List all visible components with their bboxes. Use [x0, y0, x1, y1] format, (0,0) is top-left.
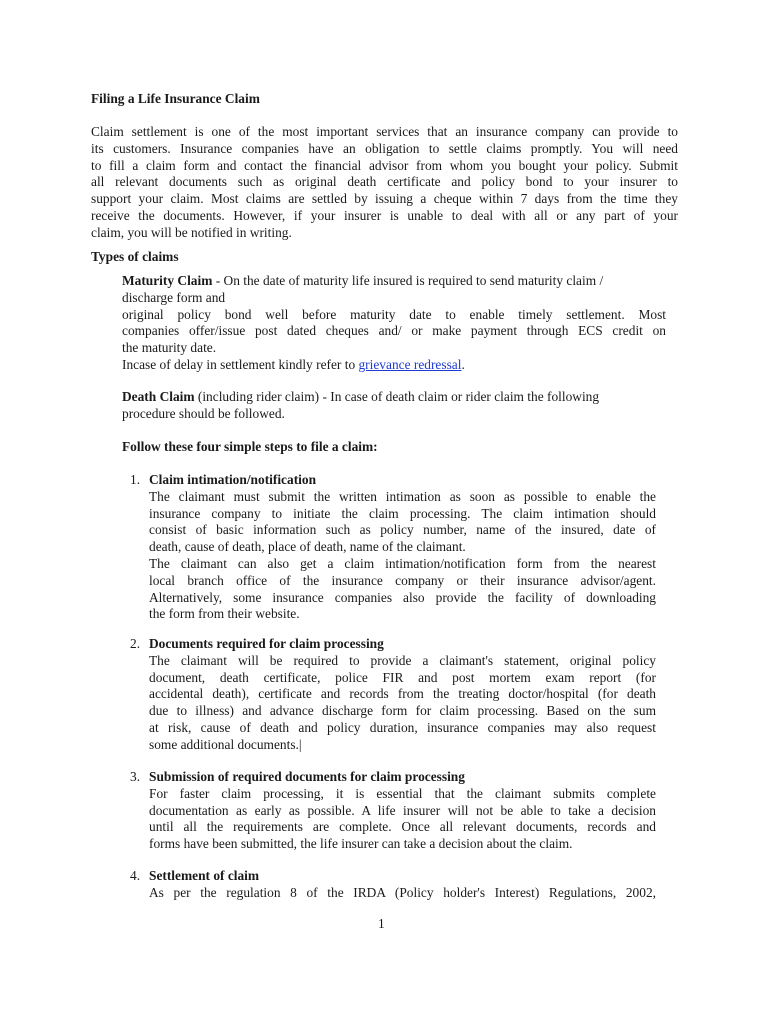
intro-line: its customers. Insurance companies have an obligation to settle claims promptly. You will need [91, 140, 678, 156]
maturity-first-line [122, 273, 666, 290]
intro-line: support your claim. Most claims are settled by issuing a cheque within 7 days from the time they [91, 191, 678, 207]
step-line: consist of basic information such as policy number, name of the insured, date of [149, 522, 656, 538]
step-claim-intimation [149, 472, 656, 623]
intro-line: to fill a claim form and contact the financial advisor from whom you bought your policy. Submit [91, 157, 678, 173]
step-number: 1. [130, 472, 141, 487]
step-number: 3. [130, 769, 141, 784]
death-line: procedure should be followed. [122, 405, 285, 421]
death-claim-section [122, 389, 666, 423]
intro-line: claim, you will be notified in writing. [91, 224, 292, 240]
step-line: The claimant will be required to provide a claimant's statement, original policy [149, 652, 656, 668]
step-title: Claim intimation/notification [149, 472, 317, 487]
step-settlement [149, 868, 656, 902]
intro-line: receive the documents. However, if your insurer is unable to deal with all or any part of your [91, 207, 678, 223]
document-title: Filing a Life Insurance Claim [91, 91, 260, 106]
step-line: The claimant must submit the written intimation as soon as possible to enable the [149, 488, 656, 504]
step-line: until all the requirements are complete. Once all relevant documents, records and [149, 819, 656, 835]
death-first-line [122, 389, 666, 406]
step-line: death, cause of death, place of death, name of the claimant. [149, 539, 466, 555]
step-line: some additional documents.| [149, 736, 302, 752]
step-title: Settlement of claim [149, 868, 260, 883]
maturity-claim-section [122, 273, 666, 374]
step-line: local branch office of the insurance company or their insurance advisor/agent. [149, 572, 656, 588]
step-line: As per the regulation 8 of the IRDA (Policy holder's Interest) Regulations, 2002, [149, 884, 656, 900]
step-line: document, death certificate, police FIR and post mortem exam report (for [149, 669, 656, 685]
intro-paragraph [91, 124, 678, 242]
maturity-line: the maturity date. [122, 340, 217, 356]
maturity-line: discharge form and [122, 289, 226, 305]
maturity-line: companies offer/issue post dated cheques and/ or make payment through ECS credit on [122, 323, 666, 339]
maturity-line: original policy bond well before maturity date to enable timely settlement. Most [122, 306, 666, 322]
grievance-redressal-link[interactable]: grievance redressal [358, 356, 462, 372]
delay-suffix: . [461, 356, 465, 372]
step-line: Alternatively, some insurance companies also provide the facility of downloading [149, 589, 656, 605]
step-line: insurance company to initiate the claim processing. The claim intimation should [149, 505, 656, 521]
step-submission-documents [149, 769, 656, 853]
step-title: Documents required for claim processing [149, 636, 384, 651]
delay-prefix: Incase of delay in settlement kindly refer to [122, 356, 359, 372]
types-heading: Types of claims [91, 249, 179, 264]
intro-line: Claim settlement is one of the most important services that an insurance company can provide to [91, 124, 678, 139]
maturity-claim-label: Maturity Claim [122, 273, 213, 288]
step-line: documentation as early as possible. A life insurer will not be able to take a decision [149, 802, 656, 818]
step-documents-required [149, 636, 656, 754]
step-line: For faster claim processing, it is essential that the claimant submits complete [149, 785, 656, 801]
step-title: Submission of required documents for claim processing [149, 769, 465, 784]
step-number: 4. [130, 868, 141, 883]
page-number: 1 [378, 916, 385, 931]
death-text: (including rider claim) - In case of death claim or rider claim the following [194, 389, 600, 404]
death-claim-label: Death Claim [122, 389, 195, 404]
step-line: due to illness) and advance discharge form for claim processing. Based on the sum [149, 703, 656, 719]
step-line: the form from their website. [149, 606, 300, 622]
step-line: at risk, cause of death and policy duration, insurance companies may also request [149, 719, 656, 735]
maturity-text: - On the date of maturity life insured is required to send maturity claim / [212, 273, 604, 288]
steps-heading: Follow these four simple steps to file a claim: [122, 439, 378, 454]
step-line: forms have been submitted, the life insurer can take a decision about the claim. [149, 836, 573, 852]
step-number: 2. [130, 636, 141, 651]
step-line: The claimant can also get a claim intimation/notification form from the nearest [149, 555, 656, 571]
step-line: accidental death), certificate and records from the treating doctor/hospital (for death [149, 686, 656, 702]
intro-line: all relevant documents such as original death certificate and policy bond to your insurer to [91, 174, 678, 190]
delay-line [122, 357, 666, 374]
